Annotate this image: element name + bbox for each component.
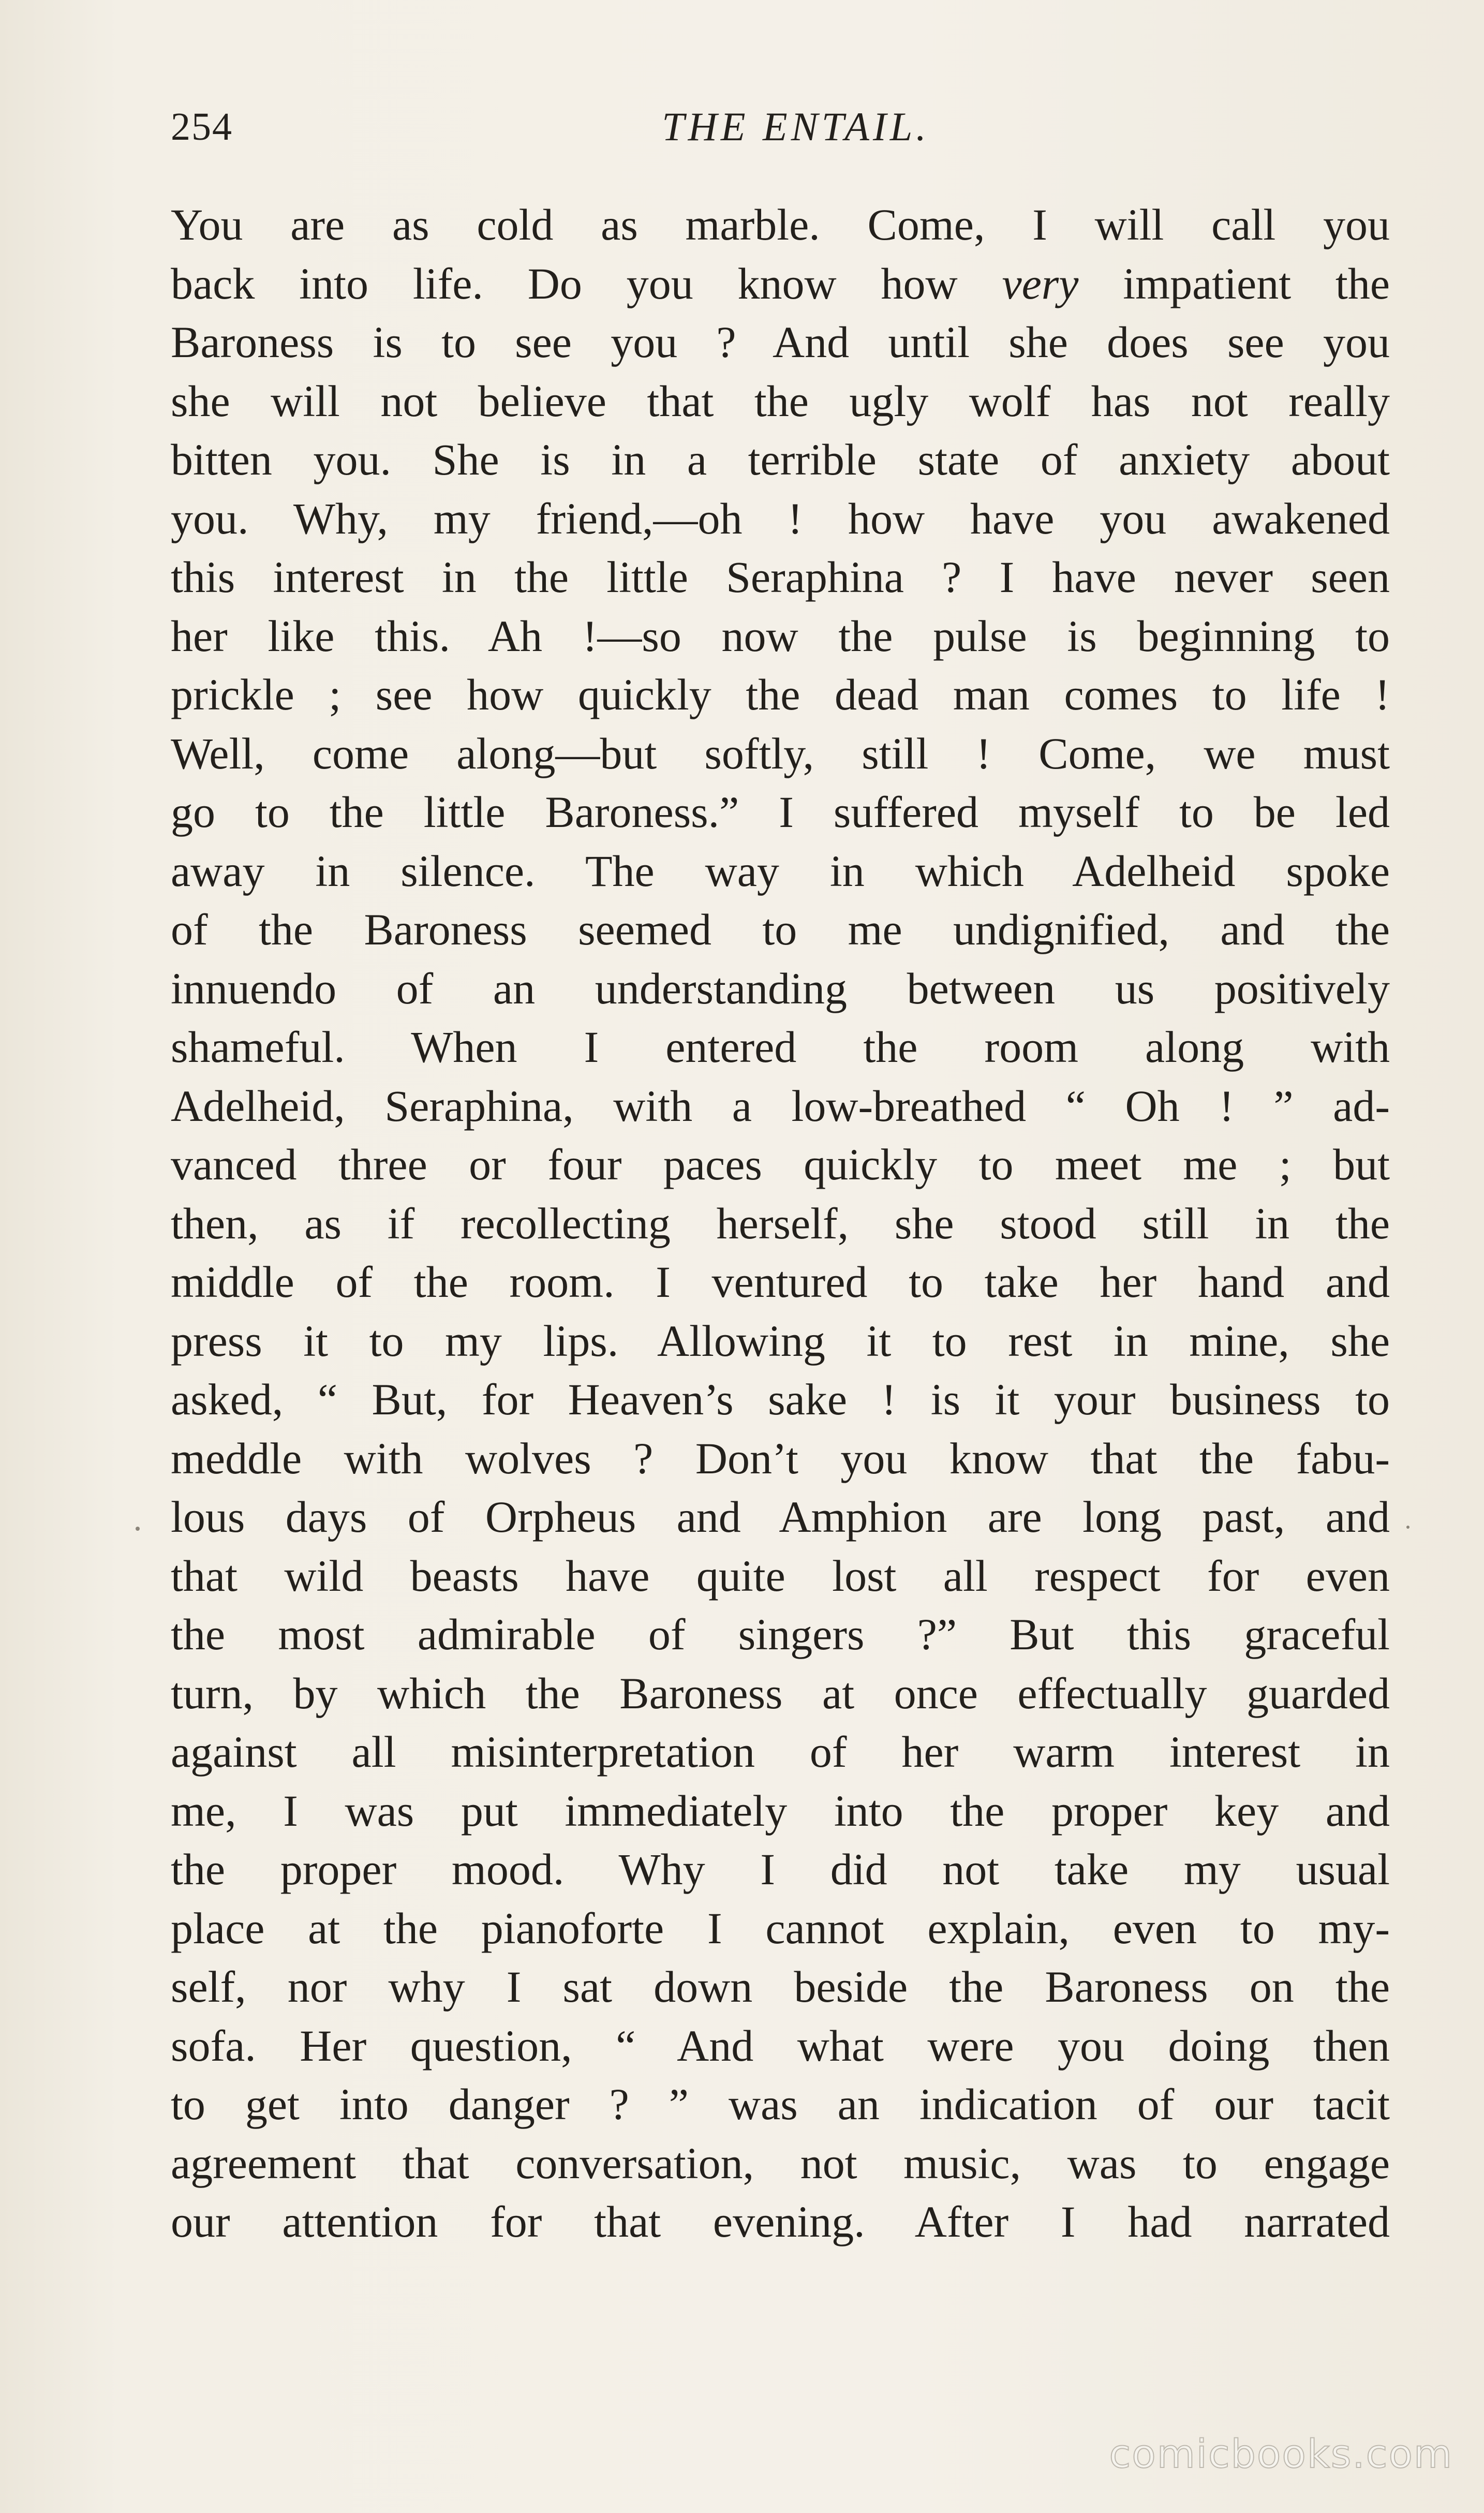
text-line: Adelheid, Seraphina, with a low-breathed “ Oh ! ” ad-: [171, 1081, 1390, 1131]
paper-speck: [136, 1527, 140, 1531]
text-line: asked, “ But, for Heaven’s sake ! is it your business to: [171, 1374, 1390, 1424]
text-line: middle of the room. I ventured to take her hand and: [171, 1257, 1390, 1307]
text-line: our attention for that evening. After I had narrated: [171, 2197, 1390, 2246]
text-line: bitten you. She is in a terrible state of anxiety about: [171, 435, 1390, 484]
text-line: this interest in the little Seraphina ? I have never seen: [171, 552, 1390, 602]
text-line: agreement that conversation, not music, was to engage: [171, 2138, 1390, 2188]
text-line: go to the little Baroness.” I suffered myself to be led: [171, 787, 1390, 837]
emphasized-word: very: [1002, 258, 1079, 308]
text-line: [171, 255, 1390, 314]
text-line: against all misinterpretation of her warm interest in: [171, 1727, 1390, 1777]
text-line: the most admirable of singers ?” But this graceful: [171, 1609, 1390, 1659]
text-line: Well, come along—but softly, still ! Come, we must: [171, 728, 1390, 778]
text-line: away in silence. The way in which Adelheid spoke: [171, 846, 1390, 896]
running-title: THE ENTAIL.: [662, 104, 930, 149]
text-line: place at the pianoforte I cannot explain, even to my-: [171, 1903, 1390, 1953]
text-line: then, as if recollecting herself, she stood still in the: [171, 1198, 1390, 1248]
page-number: 254: [171, 105, 233, 149]
text-line: of the Baroness seemed to me undignified, and the: [171, 905, 1390, 954]
text-line: press it to my lips. Allowing it to rest in mine, she: [171, 1315, 1390, 1366]
text-line: self, nor why I sat down beside the Baroness on the: [171, 1962, 1390, 2012]
text-line: to get into danger ? ” was an indication of our tacit: [171, 2079, 1390, 2129]
text-line: innuendo of an understanding between us positively: [171, 963, 1390, 1013]
text-line: turn, by which the Baroness at once effectually guarded: [171, 1668, 1390, 1718]
text-line: vanced three or four paces quickly to meet me ; but: [171, 1140, 1390, 1189]
text-line-segment: back into life. Do you know how very impatient the: [171, 258, 1390, 308]
text-line: you. Why, my friend,—oh ! how have you awakened: [171, 493, 1390, 543]
text-line: meddle with wolves ? Don’t you know that the fabu-: [171, 1433, 1390, 1483]
text-line: sofa. Her question, “ And what were you doing then: [171, 2020, 1390, 2071]
page-header: [171, 98, 1390, 155]
text-line: her like this. Ah !—so now the pulse is beginning to: [171, 611, 1390, 661]
text-line: prickle ; see how quickly the dead man comes to life !: [171, 670, 1390, 719]
watermark: comicbooks.com: [1109, 2431, 1453, 2477]
body-text: [171, 196, 1390, 2252]
text-line: Baroness is to see you ? And until she does see you: [171, 317, 1390, 367]
text-line: me, I was put immediately into the proper key and: [171, 1785, 1390, 1836]
text-line: shameful. When I entered the room along with: [171, 1022, 1390, 1072]
paper-speck: [1406, 1526, 1409, 1529]
text-line: lous days of Orpheus and Amphion are long past, and: [171, 1492, 1390, 1542]
text-line: the proper mood. Why I did not take my usual: [171, 1844, 1390, 1894]
text-line: that wild beasts have quite lost all respect for even: [171, 1550, 1390, 1601]
text-line: she will not believe that the ugly wolf has not really: [171, 376, 1390, 426]
text-line: You are as cold as marble. Come, I will call you: [171, 200, 1390, 249]
